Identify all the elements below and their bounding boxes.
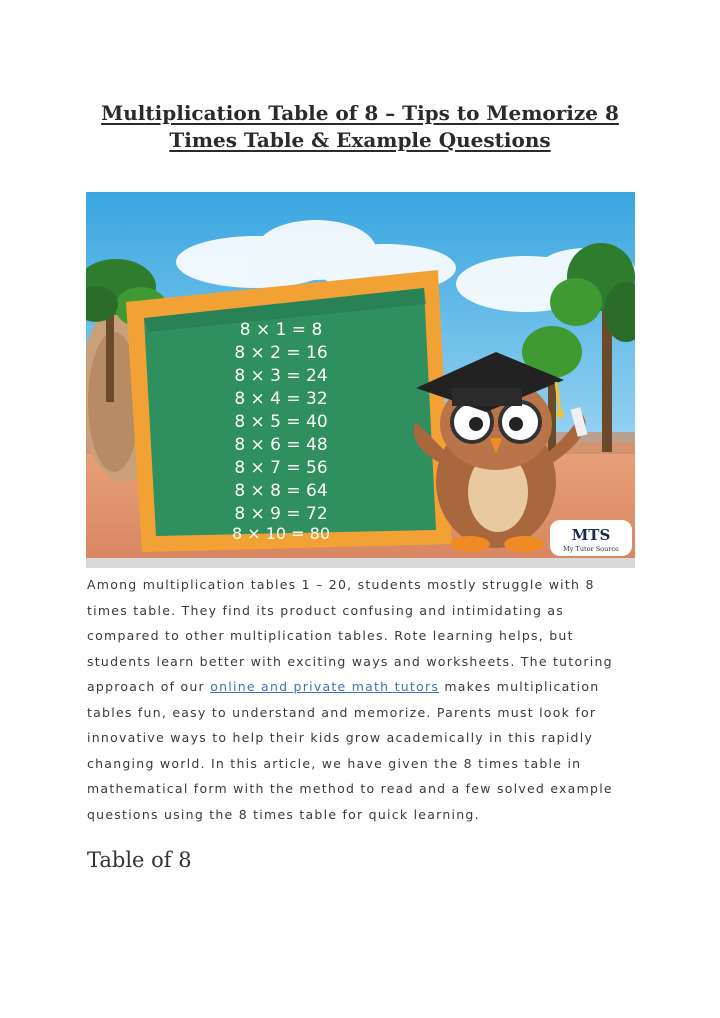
article-title: Multiplication Table of 8 – Tips to Memorize 8 Times Table & Example Questions xyxy=(101,101,619,152)
board-row: 8 × 7 = 56 xyxy=(234,458,328,478)
board-row: 8 × 9 = 72 xyxy=(234,504,328,524)
board-equations xyxy=(232,320,330,543)
logo-text: My Tutor Source xyxy=(563,545,619,553)
board-row: 8 × 6 = 48 xyxy=(234,435,328,455)
board-row: 8 × 4 = 32 xyxy=(234,389,328,409)
board-row: 8 × 10 = 80 xyxy=(231,524,331,543)
board-row: 8 × 2 = 16 xyxy=(234,343,328,363)
board-row: 8 × 8 = 64 xyxy=(234,481,328,501)
mts-logo xyxy=(550,520,632,556)
board-row: 8 × 1 = 8 xyxy=(239,320,323,340)
tutors-link[interactable]: online and private math tutors xyxy=(210,679,440,694)
section-heading: Table of 8 xyxy=(87,848,192,872)
logo-letters: MTS xyxy=(571,526,611,544)
board-row: 8 × 3 = 24 xyxy=(234,366,328,386)
intro-paragraph: Among multiplication tables 1 – 20, students mostly struggle with 8 times table. They find its product confusing and intimidating as compared to other multiplication tables. Rote learning helps, but students learn better with exciting ways and worksheets. The tutoring approach of our online and private math tutors makes multiplication tables fun, easy to understand and memorize. Parents must look for innovative ways to help their kids grow academically in this rapidly changing world. In this article, we have given the 8 times table in mathematical form with the method to read and a few solved example questions using the 8 times table for quick learning. xyxy=(87,577,613,822)
board-row: 8 × 5 = 40 xyxy=(234,412,328,432)
hero-illustration xyxy=(86,192,635,568)
